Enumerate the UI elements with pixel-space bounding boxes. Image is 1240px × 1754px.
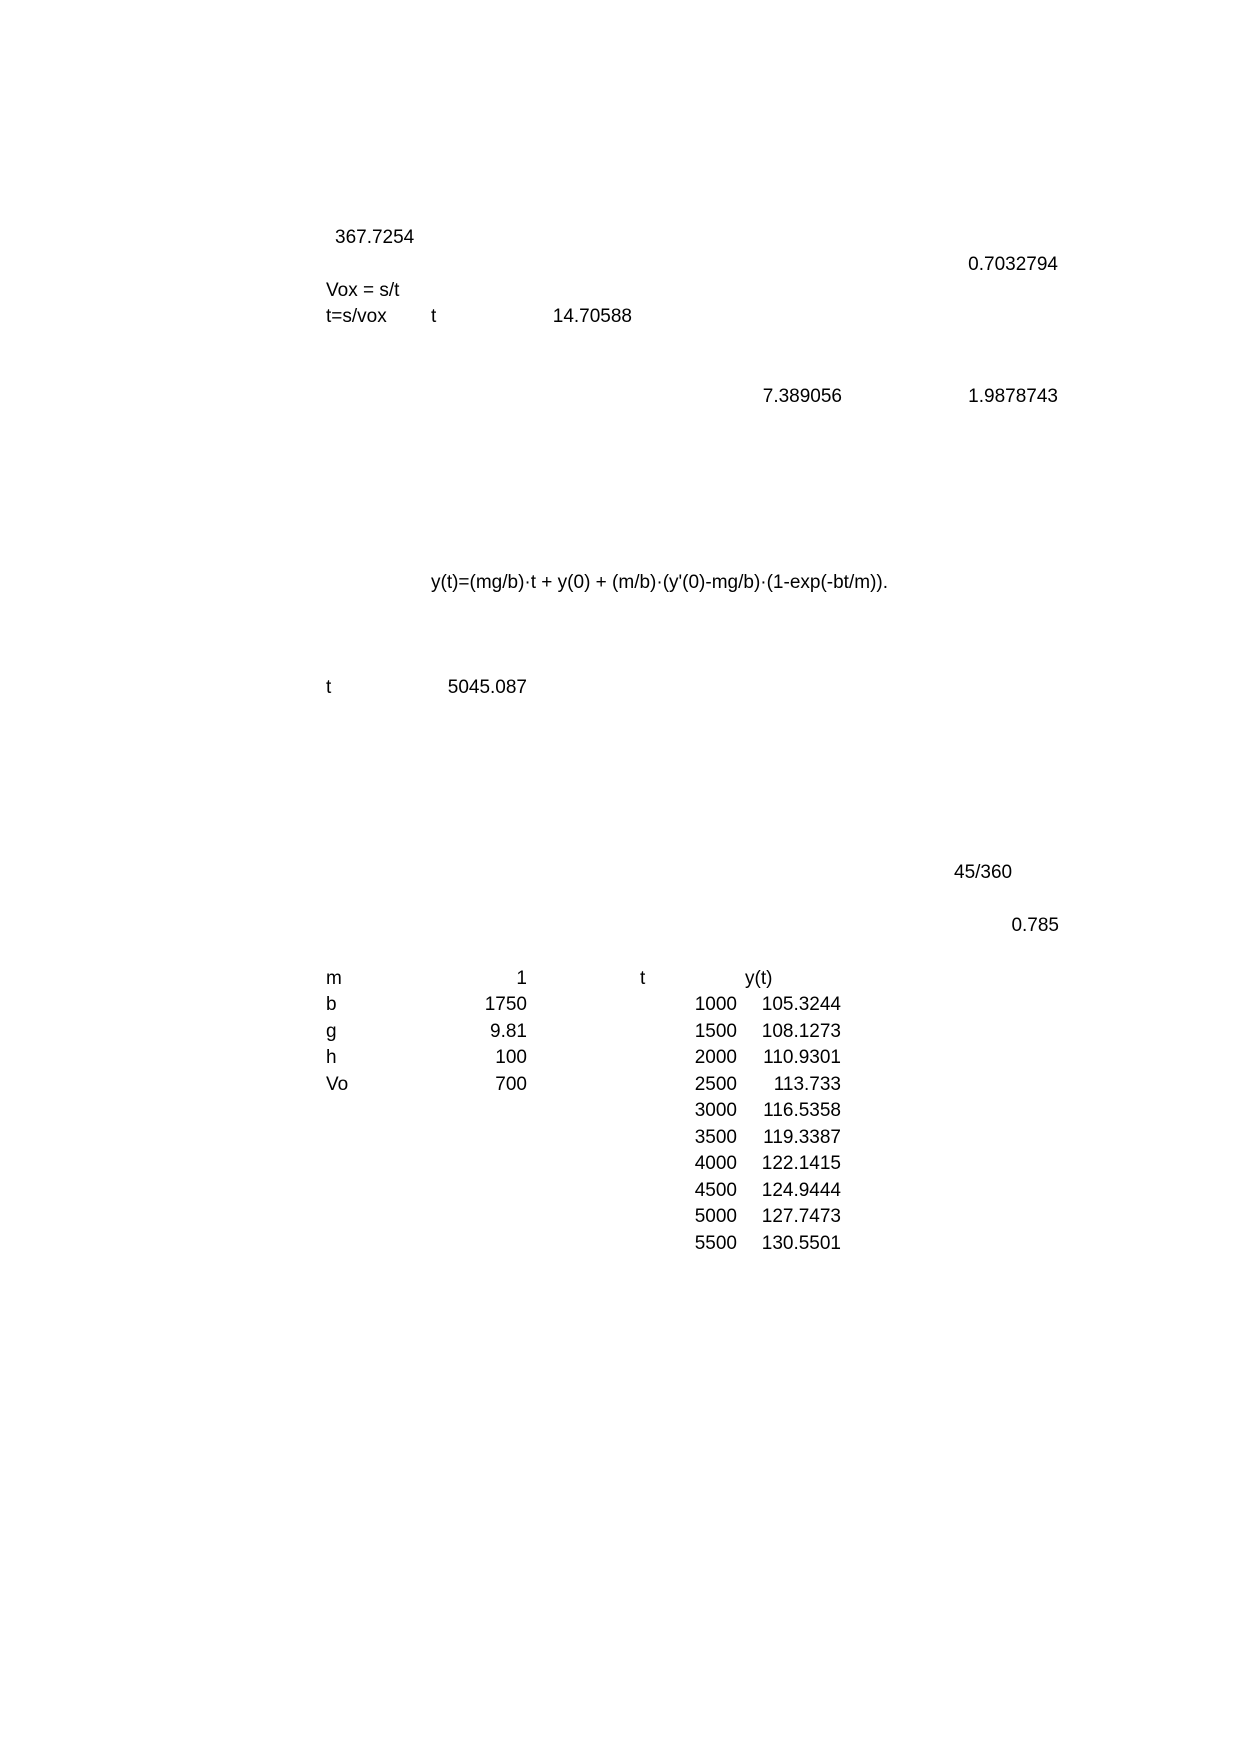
cell-t-value-top[interactable]: 14.70588	[552, 306, 632, 327]
cell-value-c[interactable]: 7.389056	[762, 386, 842, 407]
param-name[interactable]: Vo	[326, 1074, 349, 1095]
cell-angle-fraction[interactable]: 45/360	[954, 862, 1013, 883]
cell-vox-formula[interactable]: Vox = s/t	[326, 280, 400, 301]
table-cell-t[interactable]: 3000	[694, 1100, 737, 1121]
cell-t-label-top[interactable]: t	[431, 306, 437, 327]
cell-t-value-middle[interactable]: 5045.087	[447, 677, 527, 698]
cell-t-label-middle[interactable]: t	[326, 677, 332, 698]
table-cell-y[interactable]: 105.3244	[761, 994, 841, 1015]
table-cell-t[interactable]: 3500	[694, 1127, 737, 1148]
table-cell-t[interactable]: 1500	[694, 1021, 737, 1042]
table-cell-t[interactable]: 5000	[694, 1206, 737, 1227]
cell-value-d[interactable]: 1.9878743	[968, 386, 1058, 407]
cell-t-formula[interactable]: t=s/vox	[326, 306, 387, 327]
cell-trajectory-formula[interactable]: y(t)=(mg/b)·t + y(0) + (m/b)·(y'(0)-mg/b)·(1-exp(-bt/m)).	[431, 572, 889, 593]
table-header-y[interactable]: y(t)	[745, 968, 773, 989]
cell-value-b[interactable]: 0.7032794	[968, 254, 1058, 275]
table-cell-y[interactable]: 116.5358	[763, 1100, 841, 1121]
param-value[interactable]: 100	[495, 1047, 527, 1068]
table-cell-y[interactable]: 110.9301	[763, 1047, 841, 1068]
cell-angle-value[interactable]: 0.785	[1011, 915, 1059, 936]
param-value[interactable]: 9.81	[490, 1021, 527, 1042]
table-cell-t[interactable]: 2500	[694, 1074, 737, 1095]
table-cell-y[interactable]: 113.733	[773, 1074, 841, 1095]
cell-value-a[interactable]: 367.7254	[335, 227, 415, 248]
table-cell-y[interactable]: 127.7473	[761, 1206, 841, 1227]
table-cell-t[interactable]: 1000	[694, 994, 737, 1015]
table-cell-y[interactable]: 108.1273	[761, 1021, 841, 1042]
param-value[interactable]: 1750	[484, 994, 527, 1015]
param-name[interactable]: h	[326, 1047, 337, 1068]
table-cell-t[interactable]: 4500	[694, 1180, 737, 1201]
table-cell-y[interactable]: 122.1415	[761, 1153, 841, 1174]
table-cell-t[interactable]: 5500	[694, 1233, 737, 1254]
table-cell-t[interactable]: 2000	[694, 1047, 737, 1068]
param-name[interactable]: g	[326, 1021, 337, 1042]
param-value[interactable]: 700	[495, 1074, 527, 1095]
param-value[interactable]: 1	[516, 968, 527, 989]
table-cell-t[interactable]: 4000	[694, 1153, 737, 1174]
table-header-t[interactable]: t	[640, 968, 646, 989]
table-cell-y[interactable]: 124.9444	[761, 1180, 841, 1201]
table-cell-y[interactable]: 119.3387	[763, 1127, 841, 1148]
param-name[interactable]: m	[326, 968, 342, 989]
table-cell-y[interactable]: 130.5501	[761, 1233, 841, 1254]
param-name[interactable]: b	[326, 994, 337, 1015]
